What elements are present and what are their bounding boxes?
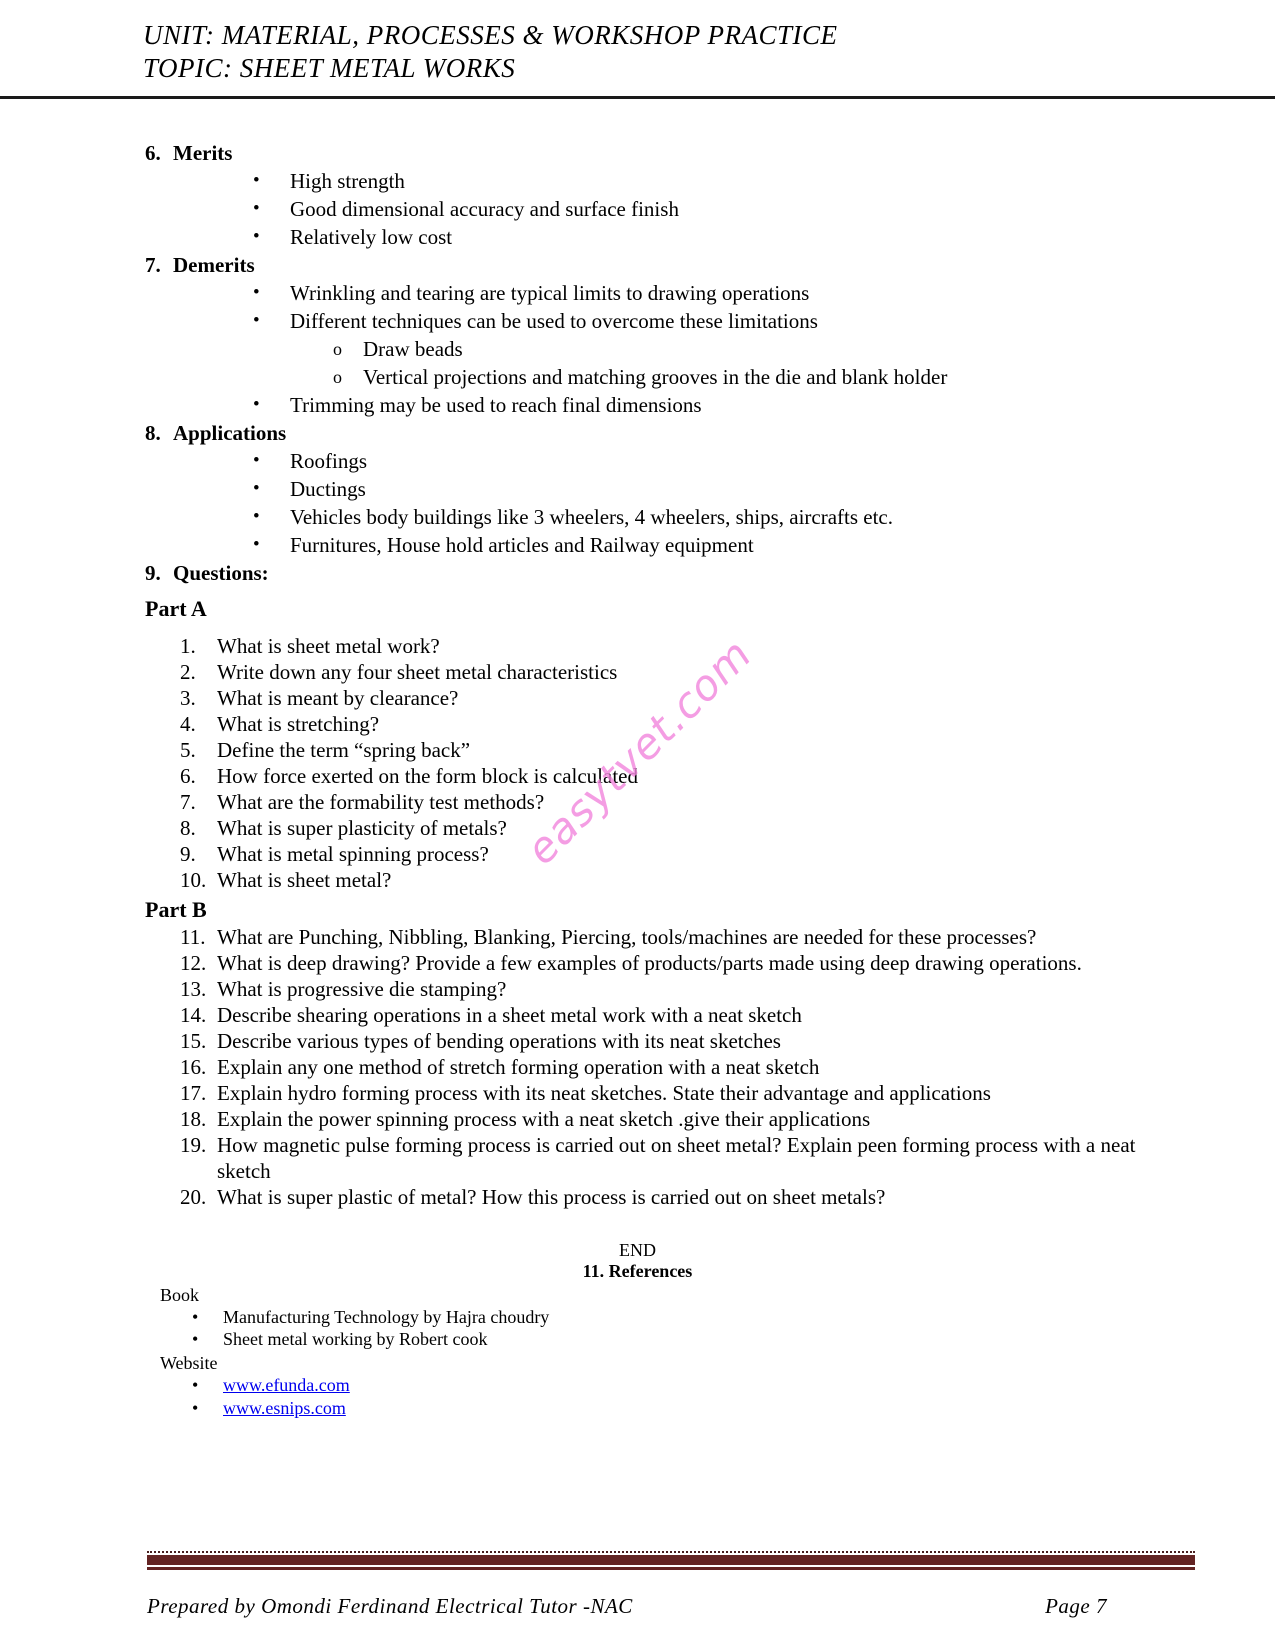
footer-prepared-by: Prepared by Omondi Ferdinand Electrical Tutor -NAC: [147, 1594, 633, 1618]
section-title: Questions:: [173, 561, 269, 585]
list-item: [0, 195, 1275, 223]
bullet-icon: •: [253, 394, 260, 415]
document-body: [0, 139, 1275, 1420]
question-row: [0, 711, 1275, 737]
question-row: [0, 789, 1275, 815]
question-text: Write down any four sheet metal characteristics: [217, 660, 618, 684]
question-number: 15.: [180, 1029, 207, 1053]
section-heading-merits: [0, 139, 1275, 167]
bullet-icon: •: [253, 506, 260, 527]
question-number: 13.: [180, 977, 207, 1001]
question-text: What is meant by clearance?: [217, 686, 459, 710]
bullet-icon: •: [253, 170, 260, 191]
list-item: [0, 447, 1275, 475]
list-item-text: Furnitures, House hold articles and Railway equipment: [290, 533, 754, 557]
list-item-text: Good dimensional accuracy and surface finish: [290, 197, 679, 221]
part-b-heading: Part B: [145, 897, 207, 922]
list-item-text: Vehicles body buildings like 3 wheelers, 4 wheelers, ships, aircrafts etc.: [290, 505, 894, 529]
question-row: [0, 1132, 1275, 1184]
question-number: 10.: [180, 868, 207, 892]
bullet-icon: •: [253, 310, 260, 331]
list-item: [0, 223, 1275, 251]
question-number: 4.: [180, 712, 196, 736]
list-item-text: High strength: [290, 169, 405, 193]
bullet-icon: •: [253, 478, 260, 499]
header-divider: [0, 96, 1275, 99]
footer-thick-bar: [147, 1555, 1195, 1565]
question-text: How force exerted on the form block is calculated: [217, 764, 638, 788]
circle-bullet-icon: o: [333, 367, 342, 387]
list-item: [0, 391, 1275, 419]
list-item: [0, 503, 1275, 531]
question-text: What are the formability test methods?: [217, 790, 545, 814]
list-item: [0, 167, 1275, 195]
book-item-text: Manufacturing Technology by Hajra choudry: [223, 1307, 550, 1327]
question-number: 7.: [180, 790, 196, 814]
question-text: What is stretching?: [217, 712, 380, 736]
question-text: What is sheet metal work?: [217, 634, 440, 658]
question-text: What is progressive die stamping?: [217, 977, 507, 1001]
question-number: 3.: [180, 686, 196, 710]
section-heading-applications: [0, 419, 1275, 447]
question-number: 11.: [180, 925, 206, 949]
question-text: What is super plasticity of metals?: [217, 816, 507, 840]
bullet-icon: •: [192, 1375, 199, 1395]
references-heading: 11. References: [582, 1261, 693, 1281]
footer-divider-bar: [147, 1551, 1195, 1570]
question-text: What is super plastic of metal? How this process is carried out on sheet metals?: [217, 1185, 886, 1209]
sub-list-item-text: Draw beads: [363, 337, 463, 361]
list-item: [0, 531, 1275, 559]
bullet-icon: •: [253, 198, 260, 219]
question-number: 16.: [180, 1055, 207, 1079]
question-row: [0, 685, 1275, 711]
question-text: What are Punching, Nibbling, Blanking, Piercing, tools/machines are needed for these processes?: [217, 925, 1037, 949]
question-number: 2.: [180, 660, 196, 684]
book-item: [0, 1306, 1275, 1328]
list-item: [0, 307, 1275, 335]
bullet-icon: •: [253, 282, 260, 303]
question-text: Describe shearing operations in a sheet metal work with a neat sketch: [217, 1003, 802, 1027]
part-a-question-list: [0, 633, 1275, 893]
footer-thin-bar: [147, 1567, 1195, 1570]
section-heading-demerits: [0, 251, 1275, 279]
footer-page-number: Page 7: [1045, 1594, 1107, 1618]
question-text: Describe various types of bending operations with its neat sketches: [217, 1029, 781, 1053]
circle-bullet-icon: o: [333, 339, 342, 359]
section-title: Applications: [173, 421, 287, 445]
question-text: How magnetic pulse forming process is carried out on sheet metal? Explain peen forming process with a neat sketch: [217, 1133, 1136, 1183]
list-item-text: Trimming may be used to reach final dimensions: [290, 393, 702, 417]
question-number: 5.: [180, 738, 196, 762]
section-number: 9.: [145, 561, 161, 585]
question-number: 1.: [180, 634, 196, 658]
question-row: [0, 950, 1275, 976]
question-row: [0, 1080, 1275, 1106]
question-text: Explain hydro forming process with its neat sketches. State their advantage and applications: [217, 1081, 991, 1105]
question-row: [0, 815, 1275, 841]
question-row: [0, 633, 1275, 659]
question-text: Define the term “spring back”: [217, 738, 471, 762]
watermark: easytvet.com: [516, 629, 762, 874]
question-row: [0, 659, 1275, 685]
website-label: Website: [160, 1353, 218, 1373]
bullet-icon: •: [253, 450, 260, 471]
question-row: [0, 841, 1275, 867]
list-item-text: Ductings: [290, 477, 366, 501]
header-topic-line: TOPIC: SHEET METAL WORKS: [143, 53, 516, 83]
sub-list-item: [0, 335, 1275, 363]
website-item: [0, 1374, 1275, 1397]
document-header: [0, 0, 1275, 85]
section-number: 7.: [145, 253, 161, 277]
question-text: What is metal spinning process?: [217, 842, 489, 866]
question-number: 12.: [180, 951, 207, 975]
end-label: END: [619, 1240, 656, 1260]
book-item-text: Sheet metal working by Robert cook: [223, 1329, 488, 1349]
sub-list-item-text: Vertical projections and matching grooves in the die and blank holder: [363, 365, 948, 389]
list-item: [0, 475, 1275, 503]
question-number: 17.: [180, 1081, 207, 1105]
question-text: What is deep drawing? Provide a few examples of products/parts made using deep drawing operations.: [217, 951, 1082, 975]
question-row: [0, 1054, 1275, 1080]
list-item-text: Roofings: [290, 449, 368, 473]
part-b-question-list: [0, 924, 1275, 1210]
website-link-efunda[interactable]: www.efunda.com: [223, 1375, 350, 1395]
section-heading-questions: [0, 559, 1275, 587]
question-row: [0, 976, 1275, 1002]
bullet-icon: •: [192, 1307, 199, 1327]
bullet-icon: •: [253, 534, 260, 555]
section-title: Merits: [173, 141, 233, 165]
question-number: 20.: [180, 1185, 207, 1209]
question-row: [0, 867, 1275, 893]
question-row: [0, 1184, 1275, 1210]
header-unit-line: UNIT: MATERIAL, PROCESSES & WORKSHOP PRACTICE: [143, 20, 838, 50]
question-row: [0, 1028, 1275, 1054]
section-number: 6.: [145, 141, 161, 165]
section-title: Demerits: [173, 253, 255, 277]
question-text: What is sheet metal?: [217, 868, 392, 892]
question-row: [0, 737, 1275, 763]
question-row: [0, 763, 1275, 789]
list-item-text: Wrinkling and tearing are typical limits to drawing operations: [290, 281, 810, 305]
bullet-icon: •: [253, 226, 260, 247]
sub-list-item: [0, 363, 1275, 391]
question-text: Explain the power spinning process with a neat sketch .give their applications: [217, 1107, 871, 1131]
book-label: Book: [160, 1285, 200, 1305]
closing-block: [0, 1240, 1275, 1282]
question-number: 18.: [180, 1107, 207, 1131]
question-row: [0, 924, 1275, 950]
question-row: [0, 1106, 1275, 1132]
website-item: [0, 1397, 1275, 1420]
question-number: 14.: [180, 1003, 207, 1027]
question-number: 8.: [180, 816, 196, 840]
section-number: 8.: [145, 421, 161, 445]
book-item: [0, 1328, 1275, 1350]
question-number: 9.: [180, 842, 196, 866]
list-item-text: Relatively low cost: [290, 225, 453, 249]
footer-dotted-line: [147, 1551, 1195, 1553]
bullet-icon: •: [192, 1329, 199, 1349]
website-link-esnips[interactable]: www.esnips.com: [223, 1398, 346, 1418]
question-number: 6.: [180, 764, 196, 788]
bullet-icon: •: [192, 1398, 199, 1418]
list-item: [0, 279, 1275, 307]
question-text: Explain any one method of stretch forming operation with a neat sketch: [217, 1055, 820, 1079]
document-footer: [147, 1594, 1107, 1619]
list-item-text: Different techniques can be used to overcome these limitations: [290, 309, 818, 333]
question-row: [0, 1002, 1275, 1028]
part-a-heading: Part A: [145, 596, 207, 621]
question-number: 19.: [180, 1133, 207, 1157]
